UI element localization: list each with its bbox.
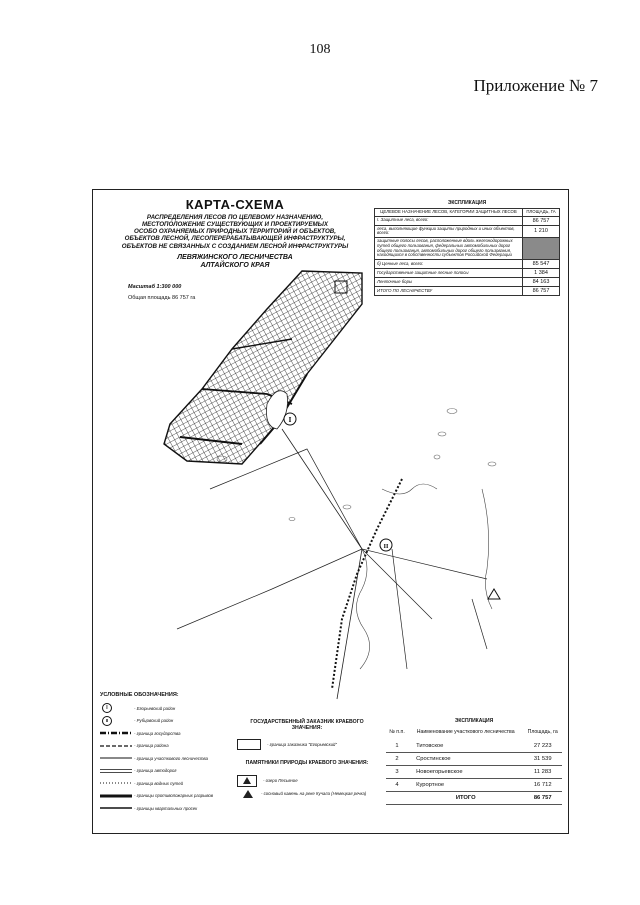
stone-monument-icon (243, 790, 253, 798)
region-circle-icon: II (102, 716, 112, 726)
reserve-boundary-icon (237, 739, 261, 750)
explication-bottom-title: ЭКСПЛИКАЦИЯ (454, 718, 494, 724)
svg-text:I: I (288, 416, 292, 424)
legend-item: - сосновый камень на реке Кучала (Немецкая речка) (237, 790, 377, 798)
reserve-legend (237, 719, 377, 798)
table-row: защитные полосы лесов, расположенные вдоль железнодорожных путей общего пользования, федеральных автомобильных дорог общего пользования, автомобильных дорог общего пользования, находящихся в собственности субъектов Российской Федерации (375, 238, 560, 260)
legend-item: II - Рубцовский район (100, 715, 232, 728)
state-border-icon (100, 729, 132, 737)
rivers (356, 484, 492, 669)
legend-item: - озеро Песьяное (237, 775, 377, 787)
table-header-row: № п.п. Наименование участкового лесничества Площадь, га (389, 729, 558, 735)
monuments-heading: ПАМЯТНИКИ ПРИРОДЫ КРАЕВОГО ЗНАЧЕНИЯ: (245, 760, 369, 767)
table-row: Государственные защитные лесные полосы 1 384 (375, 269, 560, 278)
map-subtitle: РАСПРЕДЕЛЕНИЯ ЛЕСОВ ПО ЦЕЛЕВОМУ НАЗНАЧЕНИЮ, МЕСТОПОЛОЖЕНИЕ СУЩЕСТВУЮЩИХ И ПРОЕКТИРУЕМЫХ ОСОБО ОХРАНЯЕМЫХ ПРИРОДНЫХ ТЕРРИТОРИЙ И ОБЪЕКТОВ, ОБЪЕКТОВ ЛЕСНОЙ, ЛЕСОПЕРЕРАБАТЫВАЮЩЕЙ ИНФРАСТРУКТУРЫ, ОБЪЕКТОВ НЕ СВЯЗАННЫХ С СОЗДАНИЕМ ЛЕСНОЙ ИНФРАСТРУКТУРЫ (121, 214, 349, 250)
region-marker-1 (284, 413, 296, 425)
explication-bottom-table (386, 730, 562, 805)
clearing-icon (100, 804, 132, 812)
road-icon (100, 767, 132, 775)
reserve-heading: ГОСУДАРСТВЕННЫЙ ЗАКАЗНИК КРАЕВОГО ЗНАЧЕНИЯ: (250, 719, 364, 732)
legend-item: - граница водных путей (100, 777, 232, 790)
table-row: 3 Новоегорьевское 11 283 (386, 765, 562, 778)
region-circle-icon: I (102, 703, 112, 713)
map-scale: Масштаб 1:300 000 (128, 284, 182, 290)
table-row: I. Защитные леса, всего: 86 757 (375, 216, 560, 225)
legend-item: - границы противопожарных разрывов (100, 790, 232, 803)
legend-item: - граница района (100, 740, 232, 753)
legend-title: УСЛОВНЫЕ ОБОЗНАЧЕНИЯ: (100, 692, 179, 698)
explication-top-table (374, 208, 560, 296)
map-title-block (100, 197, 370, 270)
explication-bottom (386, 718, 562, 805)
region-marker-2 (380, 539, 392, 551)
district-border-icon (100, 742, 132, 750)
table-row: леса, выполняющие функции защиты природных и иных объектов, всего: 1 210 (375, 225, 560, 237)
monument-triangle-icon (488, 589, 500, 599)
explication-top (374, 200, 560, 296)
table-row: 1 Титовское 27 223 (386, 740, 562, 753)
legend-item: - граница участкового лесничества (100, 752, 232, 765)
table-header-row: ЦЕЛЕВОЕ НАЗНАЧЕНИЕ ЛЕСОВ, КАТЕГОРИИ ЗАЩИТНЫХ ЛЕСОВ ПЛОЩАДЬ, ГА (375, 209, 560, 217)
explication-top-title: ЭКСПЛИКАЦИЯ (447, 200, 487, 206)
forestry-name: ЛЕВЯЖИНСКОГО ЛЕСНИЧЕСТВА АЛТАЙСКОГО КРАЯ (177, 253, 293, 270)
legend-item: - граница автодорог (100, 765, 232, 778)
legend-item: I - Егорьевский район (100, 702, 232, 715)
table-row: Ленточные боры 84 163 (375, 278, 560, 287)
roads (177, 429, 487, 699)
legend-item: - граница государства (100, 727, 232, 740)
legend-item: - граница заказника "Егорьевский" (237, 739, 377, 750)
table-row: 4 Курортное 16 712 (386, 778, 562, 791)
svg-text:II: II (383, 544, 389, 550)
table-row: б) Ценные леса, всего: 85 547 (375, 260, 560, 269)
map-total-area: Общая площадь 86 757 га (128, 295, 196, 301)
table-row: ИТОГО ПО ЛЕСНИЧЕСТВУ 86 757 (375, 287, 560, 296)
table-total-row: ИТОГО 86 757 (386, 791, 562, 804)
map-title: КАРТА-СХЕМА (185, 197, 285, 212)
forestry-border-icon (100, 754, 132, 762)
table-row: 2 Сростинское 31 539 (386, 752, 562, 765)
lake-monument-icon (237, 775, 257, 787)
legend-item: - границы квартальных просек (100, 802, 232, 815)
waterway-icon (100, 779, 132, 787)
firebreak-icon (100, 792, 132, 800)
page-number: 108 (309, 42, 331, 57)
appendix-label: Приложение № 7 (473, 76, 598, 95)
legend (100, 692, 232, 815)
